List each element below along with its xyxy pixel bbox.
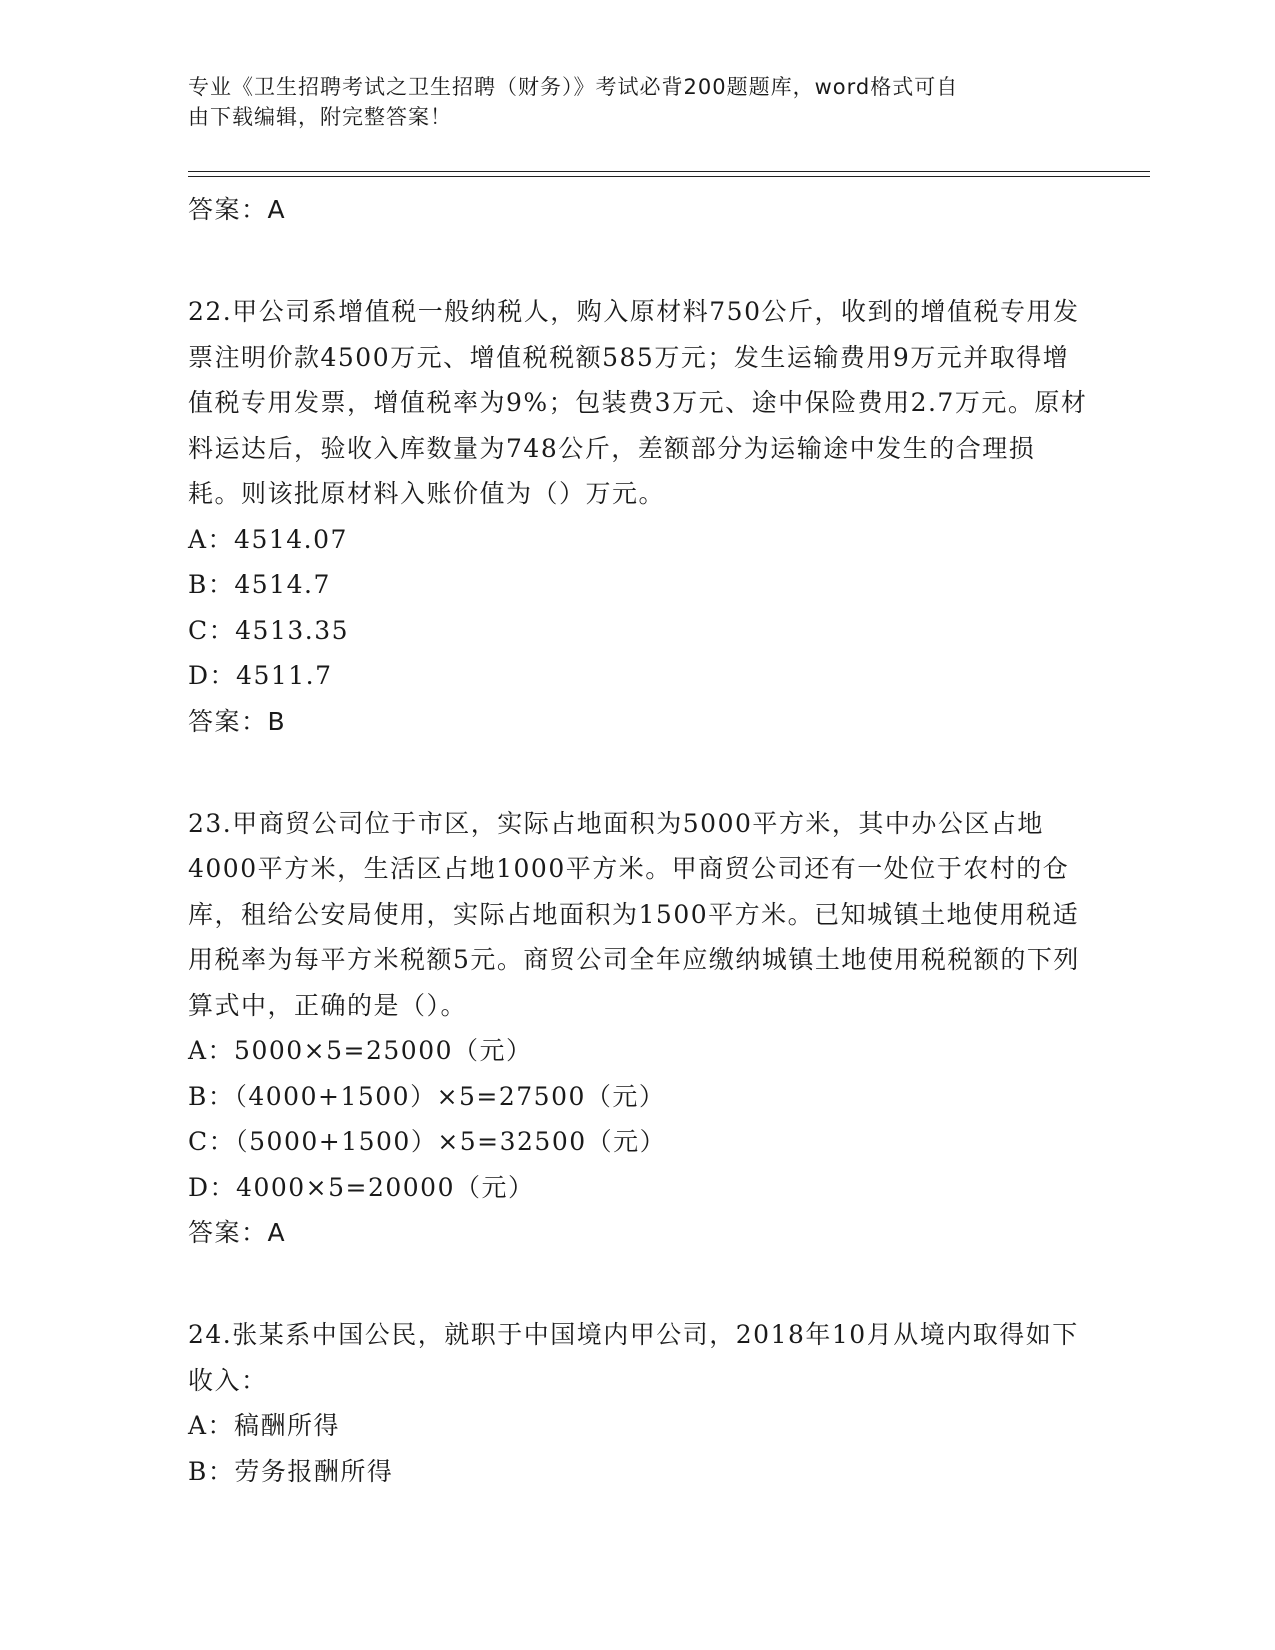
option-b: B：（4000+1500）×5=27500（元） [188,1081,666,1111]
answer-line: 答案：B [188,706,287,736]
question-text: 23.甲商贸公司位于市区，实际占地面积为5000平方米，其中办公区占地4000平方米，生活区占地1000平方米。甲商贸公司还有一处位于农村的仓库，租给公安局使用，实际占地面积为1500平方米。已知城镇土地使用税适用税率为每平方米税额5元。商贸公司全年应缴纳城镇土地使用税税额的下列算式中，正确的是（）。 [188,808,1080,1020]
previous-answer: 答案：A [188,195,287,224]
header-line-1: 专业《卫生招聘考试之卫生招聘（财务）》考试必背200题题库，word格式可自 [188,75,959,99]
option-a: A：5000×5=25000（元） [188,1036,533,1065]
document-header [188,72,1088,132]
option-c: C：4513.35 [188,615,350,645]
option-d: D：4511.7 [188,661,333,690]
question-text: 22.甲公司系增值税一般纳税人，购入原材料750公斤，收到的增值税专用发票注明价款4500万元、增值税税额585万元；发生运输费用9万元并取得增值税专用发票，增值税率为9%；包装费3万元、途中保险费用2.7万元。原材料运达后，验收入库数量为748公斤，差额部分为运输途中发生的合理损耗。则该批原材料入账价值为（）万元。 [188,297,1088,508]
answer-line: 答案：A [188,1218,287,1247]
question-24 [188,1312,1088,1494]
document-body [188,187,1088,1494]
option-b: B：劳务报酬所得 [188,1456,394,1486]
question-text: 24.张某系中国公民，就职于中国境内甲公司，2018年10月从境内取得如下收入： [188,1320,1079,1395]
question-23 [188,801,1088,1257]
option-c: C：（5000+1500）×5=32500（元） [188,1127,667,1156]
header-rule-bottom [188,176,1150,177]
option-d: D：4000×5=20000（元） [188,1172,535,1202]
header-line-2: 由下载编辑，附完整答案！ [188,105,452,129]
option-b: B：4514.7 [188,570,331,599]
header-rule-top [188,171,1150,172]
option-a: A：4514.07 [188,524,348,554]
question-22 [188,289,1088,745]
option-a: A：稿酬所得 [188,1411,341,1440]
